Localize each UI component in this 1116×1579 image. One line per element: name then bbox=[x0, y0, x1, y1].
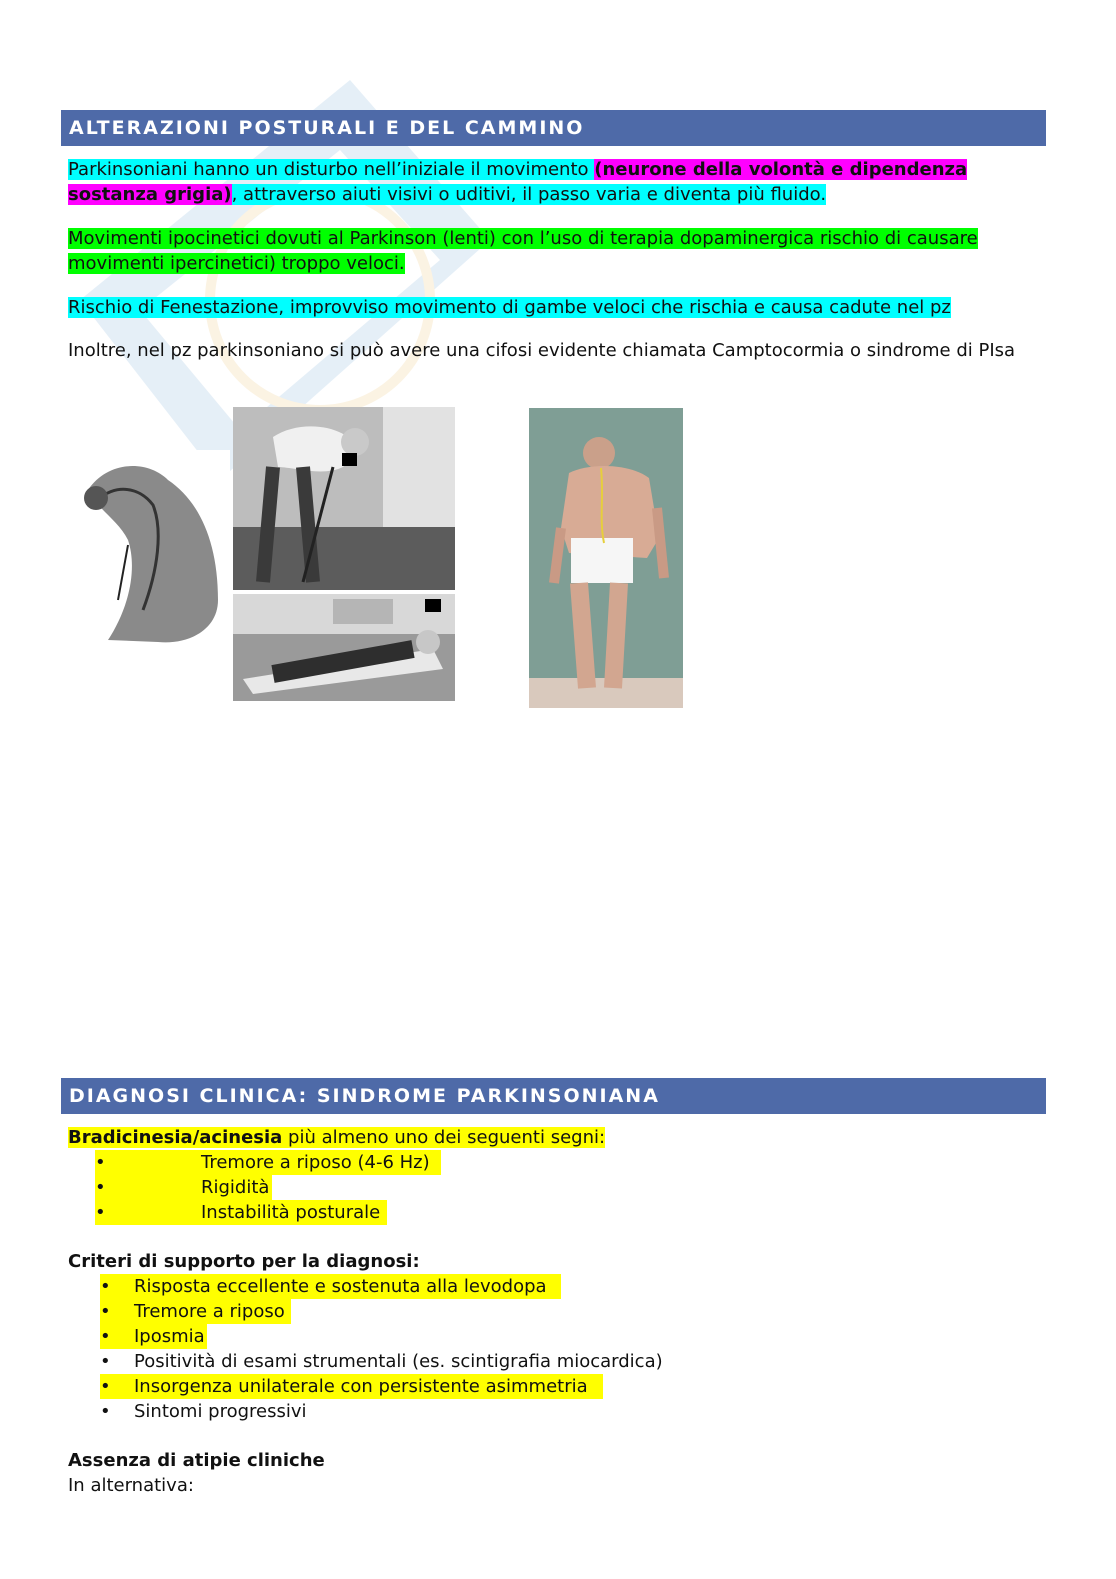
pisa-syndrome-back-photo bbox=[529, 408, 683, 708]
list-item bbox=[95, 1175, 441, 1200]
section-header-diagnosis bbox=[61, 1078, 1046, 1114]
text-segment: , attraverso aiuti visivi o uditivi, il passo varia e diventa più fluido. bbox=[231, 184, 827, 205]
list-item-text: Tremore a riposo bbox=[134, 1301, 285, 1322]
signs-list bbox=[95, 1150, 441, 1225]
paragraph-fenestazione bbox=[68, 295, 1018, 320]
section-title: ALTERAZIONI POSTURALI E DEL CAMMINO bbox=[69, 117, 585, 139]
section-header-postural bbox=[61, 110, 1046, 146]
list-item-text: Iposmia bbox=[134, 1326, 205, 1347]
support-criteria-title bbox=[68, 1249, 1018, 1274]
list-item-text: Positività di esami strumentali (es. scintigrafia miocardica) bbox=[134, 1351, 663, 1372]
text-segment: Inoltre, nel pz parkinsoniano si può avere una cifosi evidente chiamata Camptocormia o sindrome di PIsa bbox=[68, 340, 1016, 361]
alternative-text bbox=[68, 1473, 1018, 1498]
support-criteria-list bbox=[100, 1274, 663, 1424]
bullet: • bbox=[100, 1301, 111, 1322]
bullet: • bbox=[95, 1152, 106, 1173]
text-segment-bold: (neurone della volontà e dipendenza sostanza grigia) bbox=[68, 159, 968, 205]
supine-patient-photo bbox=[233, 594, 455, 701]
text-segment-bold: Bradicinesia/acinesia bbox=[68, 1127, 283, 1148]
text-segment: Parkinsoniani hanno un disturbo nell’iniziale il movimento bbox=[68, 159, 595, 180]
list-item-text: Instabilità posturale bbox=[201, 1202, 381, 1223]
list-item bbox=[100, 1349, 663, 1374]
paragraph-camptocormia bbox=[68, 338, 1018, 363]
list-item bbox=[100, 1274, 603, 1299]
bullet: • bbox=[95, 1202, 106, 1223]
list-item-text: Tremore a riposo (4-6 Hz) bbox=[201, 1152, 430, 1173]
list-item-text: Insorgenza unilaterale con persistente asimmetria bbox=[134, 1376, 588, 1397]
text-segment-bold: Assenza di atipie cliniche bbox=[68, 1450, 325, 1471]
paragraph-initial-movement bbox=[68, 157, 1018, 207]
text-segment-bold: Criteri di supporto per la diagnosi: bbox=[68, 1251, 420, 1272]
list-item bbox=[100, 1299, 603, 1324]
list-item bbox=[95, 1150, 441, 1175]
bullet: • bbox=[100, 1351, 111, 1372]
bullet: • bbox=[100, 1376, 111, 1397]
text-segment: In alternativa: bbox=[68, 1475, 194, 1496]
text-segment: più almeno uno dei seguenti segni: bbox=[282, 1127, 606, 1148]
list-item-text: Sintomi progressivi bbox=[134, 1401, 307, 1422]
list-item bbox=[100, 1399, 603, 1424]
text-segment: Movimenti ipocinetici dovuti al Parkinson (lenti) con l’uso di terapia dopaminergica rischio di causare movimenti ipercinetici) troppo veloci. bbox=[68, 228, 978, 274]
text-segment: Rischio di Fenestazione, improvviso movimento di gambe veloci che rischia e causa cadute nel pz bbox=[68, 297, 951, 318]
list-item bbox=[100, 1324, 603, 1349]
section-title: DIAGNOSI CLINICA: SINDROME PARKINSONIANA bbox=[69, 1085, 660, 1107]
paragraph-hypokinetic bbox=[68, 226, 1018, 276]
bent-elderly-illustration bbox=[68, 450, 230, 650]
list-item bbox=[100, 1374, 603, 1399]
list-item bbox=[95, 1200, 441, 1225]
atypia-title bbox=[68, 1448, 1018, 1473]
bullet: • bbox=[100, 1401, 111, 1422]
bullet: • bbox=[100, 1326, 111, 1347]
bullet: • bbox=[100, 1276, 111, 1297]
bullet: • bbox=[95, 1177, 106, 1198]
paragraph-bradykinesia bbox=[68, 1125, 1018, 1150]
list-item-text: Rigidità bbox=[201, 1177, 270, 1198]
list-item-text: Risposta eccellente e sostenuta alla levodopa bbox=[134, 1276, 547, 1297]
camptocormia-standing-photo bbox=[233, 407, 455, 590]
